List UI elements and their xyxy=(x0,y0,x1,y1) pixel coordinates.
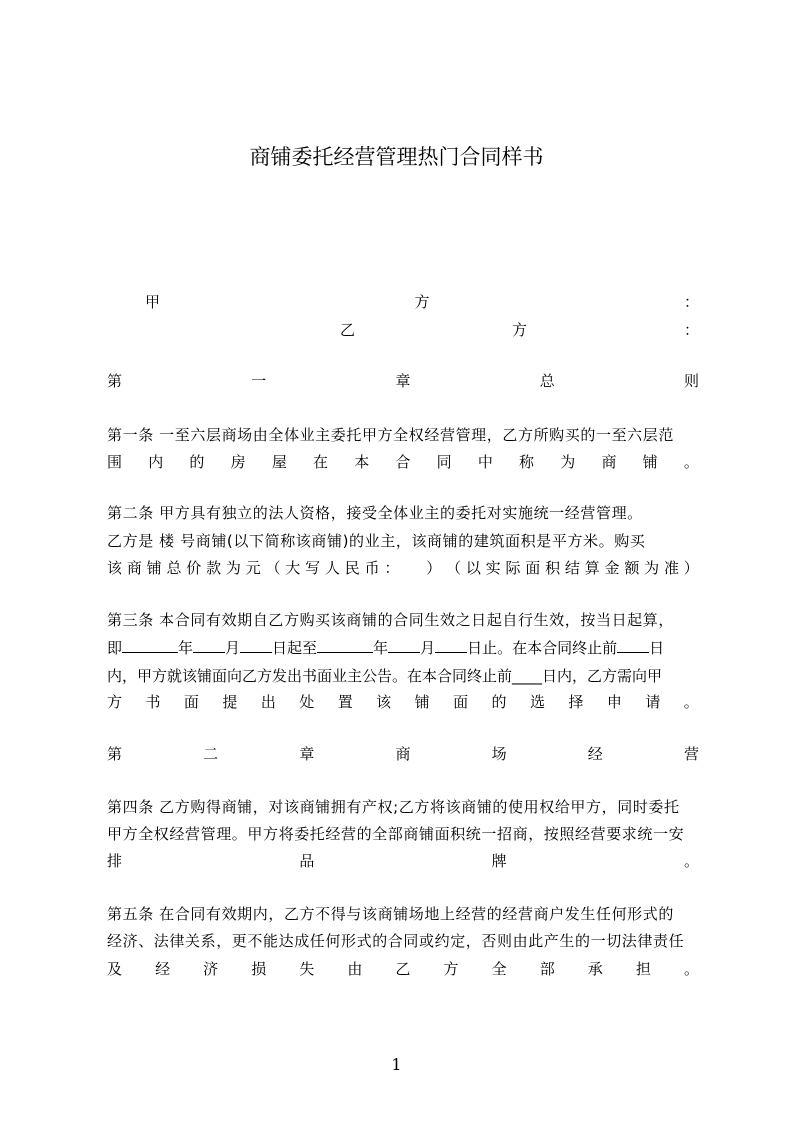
blank-line xyxy=(388,636,420,653)
text-segment: 日起至 xyxy=(272,639,318,657)
article-2-line-2: 乙方是 楼 号商铺(以下简称该商铺)的业主，该商铺的建筑面积是平方米。购买 xyxy=(107,532,646,550)
article-4-line-3 xyxy=(107,849,699,873)
text-char: 总 xyxy=(166,559,182,577)
text-char: 面 xyxy=(525,559,541,577)
blank-line xyxy=(240,636,272,653)
text-char: 方 xyxy=(107,693,123,711)
text-char: 面 xyxy=(453,693,469,711)
text-char: 际 xyxy=(505,559,521,577)
page-number: 1 xyxy=(391,1055,402,1074)
document-title: 商铺委托经营管理热门合同样书 xyxy=(249,145,544,169)
article-3-line-2 xyxy=(107,636,699,660)
text-segment: 月 xyxy=(420,639,436,657)
text-char: 。 xyxy=(683,960,699,978)
text-char: ） xyxy=(426,559,442,577)
article-5-line-2: 经济、法律关系，更不能达成任何形式的合同或约定，否则由此产生的一切法律责任 xyxy=(107,932,685,950)
text-char: 为 xyxy=(560,453,576,471)
text-char: 选 xyxy=(529,693,545,711)
text-char: 经 xyxy=(155,960,171,978)
text-char: 人 xyxy=(324,559,340,577)
text-char: 为 xyxy=(644,559,660,577)
party-a-line xyxy=(145,290,699,314)
text-char: 铺 xyxy=(642,453,658,471)
text-char: 价 xyxy=(186,559,202,577)
heading-char: 第 xyxy=(107,372,123,390)
chapter-1-heading xyxy=(107,369,699,393)
text-char: 。 xyxy=(683,693,699,711)
text-char: 元 xyxy=(245,559,261,577)
article-1-line-2 xyxy=(107,450,699,474)
heading-char: 营 xyxy=(683,745,699,763)
text-char: 失 xyxy=(299,960,315,978)
text-char: 申 xyxy=(606,693,622,711)
heading-char: 经 xyxy=(587,745,603,763)
article-5-line-1: 第五条 在合同有效期内，乙方不得与该商铺场地上经营的经营商户发生任何形式的 xyxy=(107,905,674,923)
heading-char: 总 xyxy=(539,372,555,390)
blank-line xyxy=(122,636,178,653)
text-char: 围 xyxy=(107,453,123,471)
text-segment: 日 xyxy=(649,639,665,657)
blank-line xyxy=(617,636,649,653)
text-char: 该 xyxy=(376,693,392,711)
text-char: 合 xyxy=(395,453,411,471)
text-char: 全 xyxy=(491,960,507,978)
text-char: 担 xyxy=(635,960,651,978)
text-char: （ xyxy=(446,559,462,577)
text-char: 乙 xyxy=(395,960,411,978)
text-char: 本 xyxy=(354,453,370,471)
text-char: 品 xyxy=(299,852,315,870)
text-char: ） xyxy=(683,559,699,577)
text-char: 方 xyxy=(443,960,459,978)
text-char: 提 xyxy=(222,693,238,711)
heading-char: 商 xyxy=(395,745,411,763)
text-char: 额 xyxy=(624,559,640,577)
heading-char: 第 xyxy=(107,745,123,763)
blank-line xyxy=(193,636,225,653)
text-char: 同 xyxy=(436,453,452,471)
text-char: 牌 xyxy=(491,852,507,870)
text-char: 房 xyxy=(230,453,246,471)
article-2-line-1: 第二条 甲方具有独立的法人资格，接受全体业主的委托对实施统一经营管理。 xyxy=(107,504,643,522)
party-a-char: 方 xyxy=(414,293,430,311)
text-char: 大 xyxy=(285,559,301,577)
text-char: （ xyxy=(265,559,281,577)
text-char: 部 xyxy=(539,960,555,978)
text-char: ： xyxy=(384,559,400,577)
heading-char: 章 xyxy=(299,745,315,763)
party-b-char: 乙 xyxy=(340,321,356,339)
party-a-char: ： xyxy=(683,293,699,311)
text-char: 以 xyxy=(465,559,481,577)
article-2-line-3 xyxy=(107,556,699,580)
blank-line xyxy=(317,636,373,653)
text-char: 择 xyxy=(568,693,584,711)
text-char: 排 xyxy=(107,852,123,870)
text-char: 的 xyxy=(491,693,507,711)
party-b-char: ： xyxy=(683,321,699,339)
text-char: 商 xyxy=(126,559,142,577)
text-char: 。 xyxy=(683,852,699,870)
text-char: 中 xyxy=(477,453,493,471)
text-char: 损 xyxy=(251,960,267,978)
article-4-line-1: 第四条 乙方购得商铺，对该商铺拥有产权;乙方将该商铺的使用权给甲方，同时委托 xyxy=(107,798,680,816)
text-char: 写 xyxy=(305,559,321,577)
heading-char: 二 xyxy=(203,745,219,763)
party-b-char: 方 xyxy=(511,321,527,339)
text-char: 在 xyxy=(313,453,329,471)
text-char: 济 xyxy=(203,960,219,978)
text-char: 结 xyxy=(564,559,580,577)
text-char: 算 xyxy=(584,559,600,577)
text-char: 屋 xyxy=(271,453,287,471)
text-char: 款 xyxy=(206,559,222,577)
text-char: 商 xyxy=(601,453,617,471)
heading-char: 章 xyxy=(395,372,411,390)
text-char: 内 xyxy=(148,453,164,471)
text-segment: 即 xyxy=(107,639,123,657)
text-char: 及 xyxy=(107,960,123,978)
blank-line xyxy=(435,636,467,653)
text-char: 实 xyxy=(485,559,501,577)
text-char: 面 xyxy=(183,693,199,711)
text-segment: 日止。在本合同终止前 xyxy=(467,639,618,657)
text-char: 该 xyxy=(107,559,123,577)
heading-char: 则 xyxy=(683,372,699,390)
text-char: 铺 xyxy=(146,559,162,577)
heading-char: 场 xyxy=(491,745,507,763)
heading-char: 一 xyxy=(251,372,267,390)
text-char: 承 xyxy=(587,960,603,978)
article-3-line-4 xyxy=(107,690,699,714)
text-segment: 年 xyxy=(178,639,194,657)
text-char: 置 xyxy=(337,693,353,711)
article-3-line-3: 内，甲方就该铺面向乙方发出书面业主公告。在本合同终止前____日内，乙方需向甲 xyxy=(107,667,663,685)
chapter-2-heading xyxy=(107,742,699,766)
text-char: 由 xyxy=(347,960,363,978)
text-segment: 月 xyxy=(225,639,241,657)
text-char: 。 xyxy=(683,453,699,471)
text-char: 出 xyxy=(260,693,276,711)
text-char: 民 xyxy=(344,559,360,577)
text-char: 请 xyxy=(645,693,661,711)
text-char: 币 xyxy=(364,559,380,577)
article-4-line-2: 甲方全权经营管理。甲方将委托经营的全部商铺面积统一招商，按照经营要求统一安 xyxy=(107,825,685,843)
text-char: 称 xyxy=(519,453,535,471)
text-char: 处 xyxy=(299,693,315,711)
party-a-char: 甲 xyxy=(145,293,161,311)
text-char: 积 xyxy=(545,559,561,577)
text-char: 书 xyxy=(145,693,161,711)
text-char: 的 xyxy=(189,453,205,471)
party-b-line xyxy=(340,318,699,342)
article-5-line-3 xyxy=(107,957,699,981)
article-1-line-1: 第一条 一至六层商场由全体业主委托甲方全权经营管理，乙方所购买的一至六层范 xyxy=(107,426,674,444)
text-char: 金 xyxy=(604,559,620,577)
article-3-line-1: 第三条 本合同有效期自乙方购买该商铺的合同生效之日起自行生效，按当日起算， xyxy=(107,611,674,629)
text-char: 为 xyxy=(225,559,241,577)
text-char: 铺 xyxy=(414,693,430,711)
text-char: 准 xyxy=(663,559,679,577)
text-segment: 年 xyxy=(373,639,389,657)
